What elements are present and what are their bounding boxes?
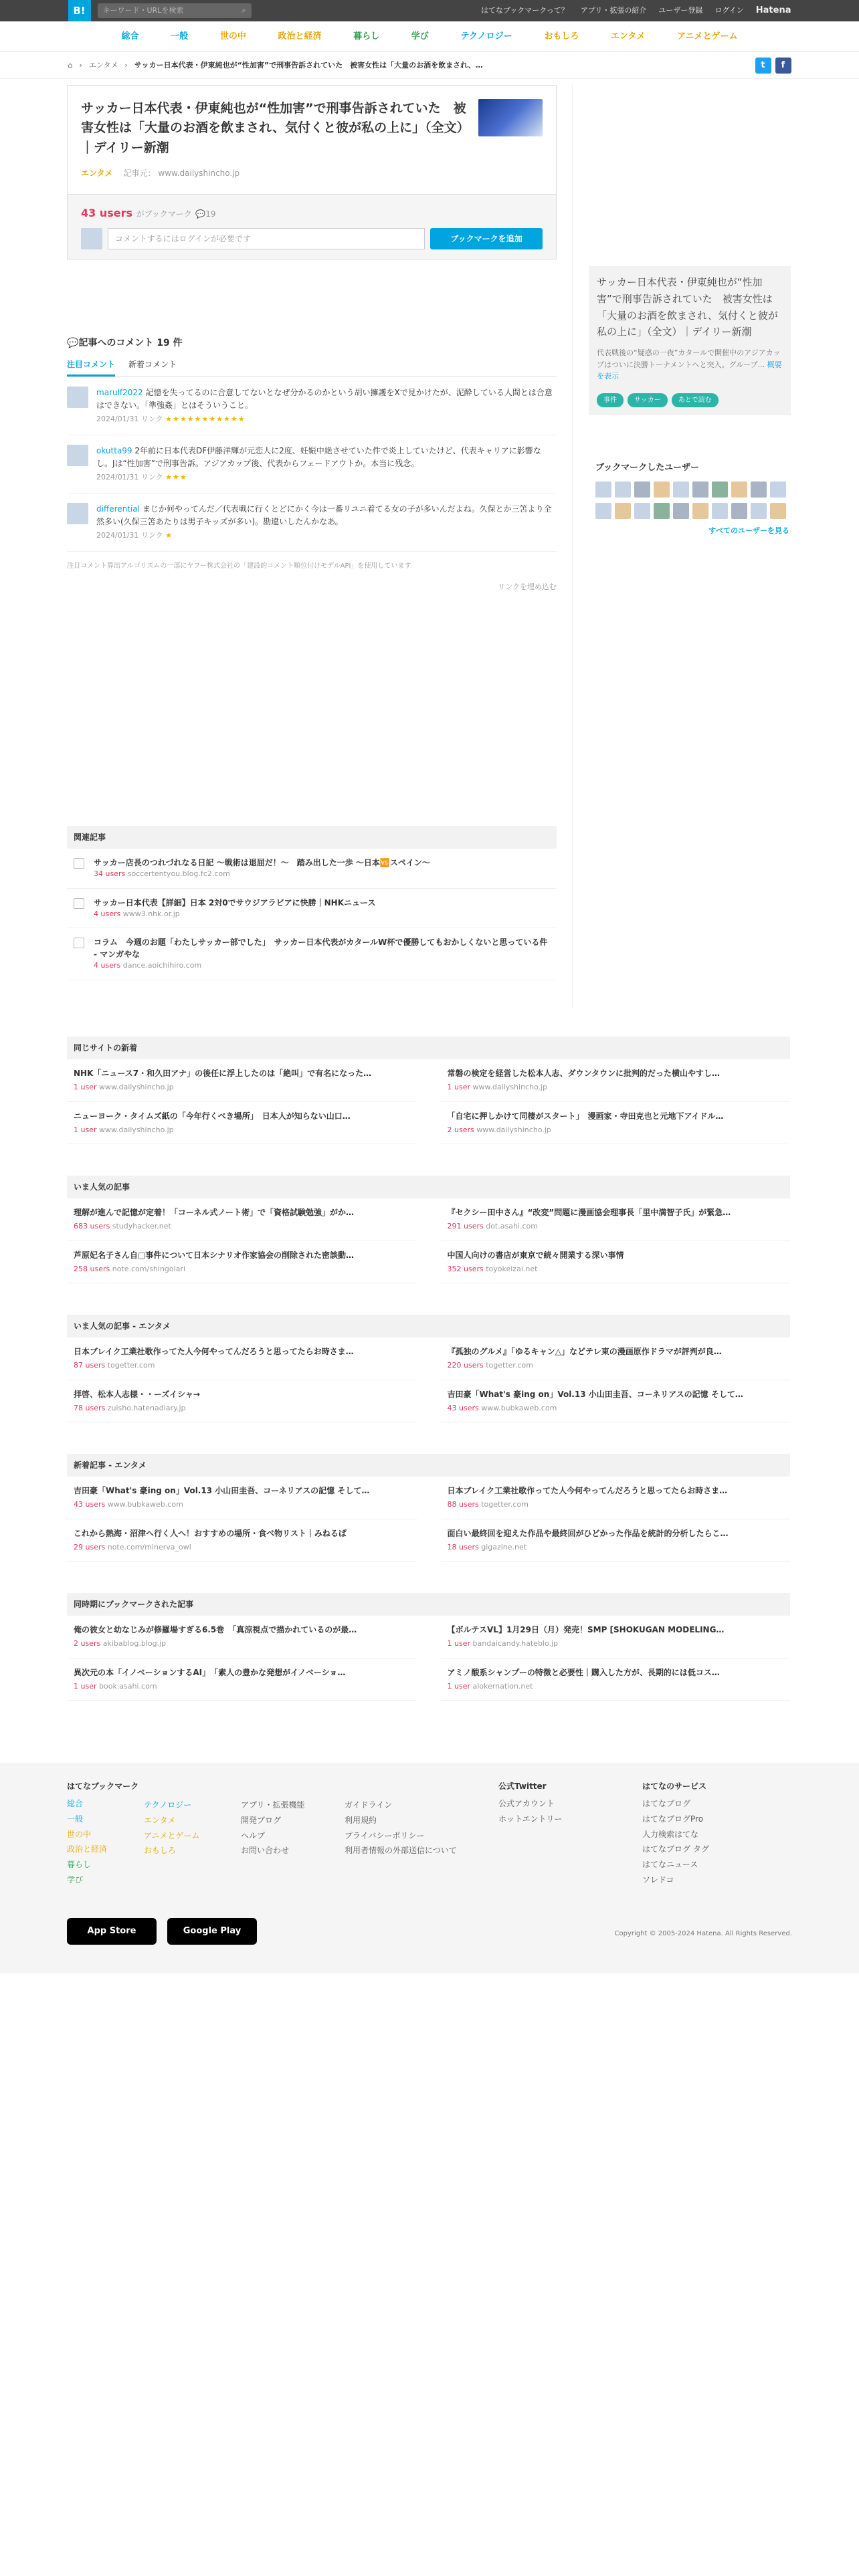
list-item-users[interactable]: 43 users (447, 1403, 479, 1412)
list-item-title[interactable]: 常磐の検定を経営した松本人志、ダウンタウンに批判的だった横山やすし… (447, 1069, 721, 1078)
same-time-section: 同時期にブックマークされた記事 俺の彼女と幼なじみが修羅場すぎる6.5巻 「真涼視点で描かれているのが最… 2 users akibablog.blog.jp 【ボルテスVL】1月29日（月）発売！SMP [SHOKUGAN MODELING… 1 user bandaicandy.hateblo.jp 異次元の本「イノベーションするAI」 「素人の豊かな発想がイノベーショ… 1 user book.asahi.com アミノ酸系シャンプーの特徴と必要性｜購入した方が、長期的には低コス… 1 user alokernation.net (67, 1593, 790, 1701)
favicon-icon (74, 858, 84, 869)
related-users[interactable]: 4 users (94, 961, 121, 970)
comment (67, 435, 557, 494)
list-item-title[interactable]: 日本ブレイク工業社歌作ってた人今何やってんだろうと思ってたらお時さま… (447, 1486, 728, 1495)
list-item[interactable] (441, 1380, 791, 1423)
related-meta (94, 869, 430, 880)
list-item-meta (448, 1125, 784, 1136)
same-site-section: 同じサイトの新着 NHK「ニュース7・和久田アナ」の後任に浮上したのは「絶叫」で有名になった… 1 user www.dailyshincho.jp 常磐の検定を経営した松本人志、ダウンタウンに批判的だった横山やすし… 1 user www.dailyshincho.jp ニューヨーク・タイムズ紙の「今年行くべき場所」 日本人が知らない山口… 1 user www.dailyshincho.jp 「自宅に押しかけて同棲がスタート」 漫画家・寺田克也と元地下アイドル… 2 users www.dailyshincho.jp (67, 1037, 790, 1144)
comment-algorithm-note: 注目コメント算出アルゴリズムの一部にヤフー株式会社の「建設的コメント順位付けモデルAPI」を使用しています (67, 562, 411, 570)
list-item-meta (74, 1403, 410, 1414)
list-item-users[interactable]: 1 user (447, 1083, 470, 1091)
user-avatar[interactable] (692, 503, 708, 519)
tag-chip[interactable]: 事件 (597, 393, 624, 407)
category-link[interactable]: 一般 (171, 31, 189, 42)
star-rating[interactable]: ★★★★★★★★★★★ (165, 415, 246, 424)
user-avatar[interactable] (751, 481, 767, 498)
list-item-title[interactable]: ニューヨーク・タイムズ紙の「今年行くべき場所」 日本人が知らない山口… (74, 1111, 351, 1121)
list-item-users[interactable]: 220 users (447, 1361, 484, 1370)
list-item-title[interactable]: アミノ酸系シャンプーの特徴と必要性｜購入した方が、長期的には低コス… (447, 1667, 720, 1677)
user-avatar[interactable] (595, 481, 611, 498)
show-summary-link[interactable]: 概要を表示 (597, 360, 782, 381)
footer-link[interactable]: 公式アカウント (498, 1799, 555, 1808)
search-icon[interactable]: ⌕ (242, 5, 246, 15)
list-item-domain[interactable]: note.com/shingolari (112, 1264, 186, 1273)
related-title[interactable]: サッカー店長のつれづれなる日記 〜戦術は退屈だ！〜 踏み出した一歩 〜日本🆚スペイン〜 (94, 858, 430, 867)
user-avatar[interactable] (692, 481, 708, 498)
list-item[interactable] (67, 1519, 417, 1562)
list-item-users[interactable]: 291 users (447, 1222, 484, 1230)
list-item-meta (448, 1264, 784, 1275)
user-avatar[interactable] (731, 503, 747, 519)
list-item[interactable] (67, 1102, 417, 1145)
comment-link[interactable]: リンク (140, 415, 163, 424)
category-link[interactable]: アニメとゲーム (677, 31, 738, 42)
user-avatar[interactable] (634, 481, 650, 498)
list-item-title[interactable]: 吉田豪「What's 豪ing on」Vol.13 小山田圭吾、コーネリアスの記憶 そして… (74, 1486, 370, 1495)
commenter-name[interactable]: okutta99 (96, 445, 132, 455)
list-item-title[interactable]: 拝啓、松本人志様・・ーズイシャ→ (74, 1389, 200, 1399)
footer-link[interactable]: ヘルプ (241, 1830, 266, 1840)
user-avatar[interactable] (731, 481, 747, 498)
list-item-title[interactable]: 日本ブレイク工業社歌作ってた人今何やってんだろうと思ってたらお時さま… (74, 1347, 354, 1356)
comment (67, 377, 557, 435)
comment (67, 494, 557, 552)
footer-link[interactable]: はてなブログ (642, 1799, 691, 1808)
footer-link[interactable]: 世の中 (67, 1829, 92, 1839)
embed-link[interactable]: リンクを埋め込む (498, 582, 557, 591)
list-item-domain[interactable]: alokernation.net (472, 1681, 533, 1691)
footer-link[interactable]: アニメとゲーム (144, 1830, 200, 1840)
footer-link[interactable]: 暮らし (67, 1860, 92, 1870)
hatena-logo[interactable]: Hatena (755, 5, 791, 16)
entry-source[interactable]: www.dailyshincho.jp (158, 169, 240, 179)
list-item-meta (448, 1638, 784, 1650)
user-avatar[interactable] (712, 503, 728, 519)
footer-link[interactable]: はてなブログ タグ (642, 1844, 709, 1854)
user-avatar[interactable] (712, 481, 728, 498)
hatena-bookmark-logo[interactable]: B! (68, 0, 91, 21)
comment-meta (96, 471, 557, 484)
category-link[interactable]: 暮らし (353, 31, 380, 42)
new-ent-section: 新着記事 - エンタメ 吉田豪「What's 豪ing on」Vol.13 小山田圭吾、コーネリアスの記憶 そして… 43 users www.bubkaweb.com 日本ブレイク工業社歌作ってた人今何やってんだろうと思ってたらお時さま… 88 users togetter.com これから熱海・沼津へ行く人へ！おすすめの場所・食べ物リスト｜みねるぱ 29 users note.com/minerva_owl 面白い最終回を迎えた作品や最終回がひどかった作品を統計的分析したらこ… 18 users gigazine.net (67, 1454, 790, 1562)
category-link[interactable]: 政治と経済 (278, 31, 322, 42)
footer-link[interactable]: はてなブログPro (642, 1814, 704, 1824)
list-item-domain[interactable]: www.bubkaweb.com (107, 1500, 183, 1509)
list-item-title[interactable]: 【ボルテスVL】1月29日（月）発売！SMP [SHOKUGAN MODELING… (447, 1625, 725, 1634)
breadcrumb: ⌂ › エンタメ › サッカー日本代表・伊東純也が“性加害”で刑事告訴されていた 被害女性は「大量のお酒を飲まされ、… t f (0, 52, 859, 79)
footer-link[interactable]: アプリ・拡張機能 (241, 1800, 305, 1810)
star-rating[interactable]: ★★★ (165, 473, 187, 482)
comment-body (96, 445, 557, 484)
footer-link[interactable]: 総合 (67, 1799, 84, 1808)
list-item[interactable] (67, 1380, 417, 1423)
list-item[interactable] (441, 1477, 791, 1519)
footer-twitter-heading: 公式Twitter (498, 1782, 547, 1791)
comment-input[interactable]: コメントするにはログインが必要です (108, 228, 425, 249)
category-link[interactable]: 学び (411, 31, 429, 42)
commenter-name[interactable]: differential (96, 504, 140, 514)
comment-body (96, 387, 557, 425)
footer-link[interactable]: プライバシーポリシー (345, 1830, 425, 1840)
user-avatar[interactable] (673, 481, 689, 498)
twitter-share-icon[interactable]: t (755, 58, 771, 74)
list-item-users[interactable]: 1 user (74, 1125, 97, 1134)
list-item-domain[interactable]: togetter.com (107, 1361, 155, 1370)
related-users[interactable]: 4 users (94, 909, 121, 918)
related-item[interactable] (67, 889, 557, 929)
users-heading: ブックマークしたユーザー (595, 463, 700, 473)
favicon-icon (74, 938, 84, 948)
login-link[interactable]: ログイン (714, 5, 744, 15)
comment-icon: 💬 (67, 338, 79, 348)
list-item-meta (448, 1403, 784, 1414)
entry-category[interactable]: エンタメ (81, 169, 113, 179)
footer-link[interactable]: 学び (67, 1874, 84, 1885)
list-item-users[interactable]: 87 users (74, 1361, 106, 1370)
footer-link[interactable]: 人力検索はてな (642, 1829, 699, 1839)
list-item-meta (74, 1264, 410, 1275)
top-bar (0, 0, 859, 21)
category-link[interactable]: エンタメ (610, 31, 646, 42)
footer-link[interactable]: 利用規約 (345, 1815, 377, 1825)
user-avatar[interactable] (770, 503, 786, 519)
list-item[interactable] (441, 1616, 791, 1658)
list-item-domain[interactable]: book.asahi.com (99, 1681, 157, 1691)
category-link[interactable]: テクノロジー (460, 31, 512, 42)
list-item-users[interactable]: 2 users (447, 1125, 474, 1134)
list-item-domain[interactable]: note.com/minerva_owl (107, 1542, 191, 1551)
list-item-meta (448, 1681, 784, 1693)
list-item-users[interactable]: 2 users (74, 1639, 101, 1648)
home-icon[interactable]: ⌂ (68, 60, 73, 70)
comment-link[interactable]: リンク (140, 473, 163, 482)
list-item-meta (74, 1125, 410, 1136)
list-item-users[interactable]: 352 users (447, 1264, 484, 1273)
breadcrumb-section[interactable]: エンタメ (88, 60, 118, 70)
list-item-domain[interactable]: dot.asahi.com (486, 1222, 538, 1230)
commenter-name[interactable]: marulf2022 (96, 388, 143, 397)
comments-heading: 記事へのコメント (78, 338, 154, 348)
comment-count-icon: 💬 (195, 209, 206, 219)
list-item-domain[interactable]: www.dailyshincho.jp (99, 1125, 174, 1134)
list-item-domain[interactable]: zuisho.hatenadiary.jp (107, 1403, 186, 1412)
related-domain[interactable]: www3.nhk.or.jp (122, 909, 180, 918)
footer-link[interactable]: エンタメ (144, 1815, 176, 1825)
favicon-icon (74, 898, 84, 909)
comment-meta (96, 530, 557, 542)
see-all-users-link[interactable]: すべてのユーザーを見る (708, 526, 789, 535)
list-item-title[interactable]: 中国人向けの書店が東京で続々開業する深い事情 (447, 1250, 624, 1260)
list-item-domain[interactable]: studyhacker.net (112, 1222, 171, 1230)
tab-popular-comments[interactable]: 注目コメント (67, 358, 115, 377)
category-nav (0, 21, 859, 52)
popular-ent-section: いま人気の記事 - エンタメ 日本ブレイク工業社歌作ってた人今何やってんだろうと思ってたらお時さま… 87 users togetter.com 『孤独のグルメ』「ゆるキャン△」などテレ東の漫画原作ドラマが評判が良… 220 users togetter.com 拝啓、松本人志様・・ーズイシャ→ 78 users zuisho.hatenadiary.jp 吉田豪「What's 豪ing on」Vol.13 小山田圭吾、コーネリアスの記憶 そして… 43 users www.bubkaweb.com (67, 1315, 790, 1422)
avatar (81, 228, 102, 249)
list-item-users[interactable]: 88 users (447, 1500, 479, 1509)
comment-date[interactable]: 2024/01/31 (96, 473, 139, 482)
google-play-button[interactable]: Google Play (167, 1918, 257, 1945)
bookmark-count[interactable]: 43 users (81, 207, 133, 220)
comment-text: 記憶を失ってるのに合意してないとなぜ分かるのかという胡い擁護をXで見かけたが、泥酔している人間とは合意はできない。「準強姦」とはそういうこと。 (96, 388, 553, 411)
footer-link[interactable]: ソレドコ (642, 1874, 674, 1885)
summary-title: サッカー日本代表・伊東純也が“性加害”で刑事告訴されていた 被害女性は「大量のお酒を飲まされ、気付くと彼が私の上に」（全文）｜デイリー新潮 (597, 276, 778, 338)
related-item[interactable] (67, 928, 557, 980)
commenter-avatar[interactable] (67, 387, 88, 408)
user-avatar[interactable] (615, 481, 631, 498)
related-users[interactable]: 34 users (94, 869, 126, 878)
list-item-meta (448, 1082, 784, 1093)
list-item-domain[interactable]: akibablog.blog.jp (102, 1639, 167, 1648)
comment-count: 19 (205, 209, 216, 219)
apps-link[interactable]: アプリ・拡張の紹介 (580, 5, 647, 15)
list-item-title[interactable]: 異次元の本「イノベーションするAI」 「素人の豊かな発想がイノベーショ… (74, 1667, 346, 1677)
user-avatar[interactable] (751, 503, 767, 519)
footer-services-heading: はてなのサービス (642, 1782, 707, 1791)
list-item-meta (448, 1499, 784, 1511)
list-item-title[interactable]: 理解が進んで記憶が定着！「コーネル式ノート術」で「資格試験勉強」がか… (74, 1208, 355, 1217)
footer-link[interactable]: 一般 (67, 1814, 84, 1824)
entry-title[interactable]: サッカー日本代表・伊東純也が“性加害”で刑事告訴されていた 被害女性は「大量のお酒を飲まされ、気付くと彼が私の上に」（全文）｜デイリー新潮 (81, 101, 466, 155)
list-item-domain[interactable]: bandaicandy.hateblo.jp (472, 1639, 559, 1648)
comments-count: 19 件 (157, 338, 183, 348)
footer-link[interactable]: おもしろ (144, 1846, 177, 1856)
list-item[interactable] (67, 1477, 417, 1519)
list-item-users[interactable]: 683 users (74, 1222, 110, 1230)
related-articles (67, 826, 557, 980)
list-item-meta (74, 1681, 410, 1693)
list-item-users[interactable]: 1 user (447, 1681, 470, 1691)
commenter-avatar[interactable] (67, 445, 88, 466)
star-rating[interactable]: ★ (165, 531, 173, 540)
search-input[interactable]: キーワード・URLを検索 ⌕ (98, 3, 252, 18)
comments-section (67, 336, 557, 593)
list-item-domain[interactable]: gigazine.net (481, 1542, 527, 1551)
category-link[interactable]: 総合 (121, 31, 139, 42)
list-item-title[interactable]: 俺の彼女と幼なじみが修羅場すぎる6.5巻 「真涼視点で描かれているのが最… (74, 1625, 357, 1634)
list-item-meta (74, 1360, 410, 1372)
list-item[interactable] (441, 1658, 791, 1701)
breadcrumb-title: サッカー日本代表・伊東純也が“性加害”で刑事告訴されていた 被害女性は「大量のお酒を飲まされ、… (134, 60, 483, 70)
footer-link[interactable]: 開発ブログ (241, 1815, 282, 1825)
related-item[interactable] (67, 849, 557, 889)
popular-section: いま人気の記事 理解が進んで記憶が定着！「コーネル式ノート術」で「資格試験勉強」がか… 683 users studyhacker.net 『セクシー田中さん』“改変”問題に漫画協会理事長「里中満智子氏」が緊急… 291 users dot.asahi.com 芦原妃名子さん自□事件について日本シナリオ作家協会の削除された密談動… 258 users note.com/shingolari 中国人向けの書店が東京で続々開業する深い事情 352 users toyokeizai.net (67, 1176, 790, 1283)
footer-link[interactable]: 政治と経済 (67, 1844, 108, 1854)
add-bookmark-button[interactable]: ブックマークを追加 (430, 228, 543, 249)
list-item[interactable] (441, 1059, 791, 1102)
list-item[interactable] (441, 1519, 791, 1562)
list-item-title[interactable]: これから熱海・沼津へ行く人へ！おすすめの場所・食べ物リスト｜みねるぱ (74, 1528, 347, 1538)
list-item[interactable] (67, 1658, 417, 1701)
list-item-meta (74, 1082, 410, 1093)
bookmark-users (595, 461, 789, 536)
related-meta (94, 960, 550, 972)
register-link[interactable]: ユーザー登録 (658, 5, 703, 15)
user-avatar[interactable] (615, 503, 631, 519)
list-item-domain[interactable]: toyokeizai.net (486, 1264, 538, 1273)
related-title[interactable]: コラム 今週のお題「わたしサッカー部でした」 サッカー日本代表がカタールW杯で優勝してもおかしくないと思っている件 - マンガやな (94, 938, 548, 959)
footer-bm-heading: はてなブックマーク (67, 1782, 139, 1791)
user-avatar[interactable] (634, 503, 650, 519)
footer-link[interactable]: お問い合わせ (241, 1846, 290, 1856)
list-item-meta (448, 1542, 784, 1553)
comment-body (96, 503, 557, 542)
comment-text: まじか何やってんだ／代表戦に行くとどにかく今は一番リユニ着てる女の子が多いんだよね。久保とか三笘より全然多い(久保三笘あたりは男子キッズが多い)。勘違いしたんかなあ。 (96, 504, 552, 527)
entry-box: サッカー日本代表・伊東純也が“性加害”で刑事告訴されていた 被害女性は「大量のお酒を飲まされ、気付くと彼が私の上に」（全文）｜デイリー新潮 エンタメ 記事元： www.dailyshincho.jp 43 users がブックマーク 💬19 コメントするにはログインが必要です ブックマークを追加 (67, 85, 557, 259)
facebook-share-icon[interactable]: f (775, 58, 791, 74)
list-item-users[interactable]: 18 users (447, 1542, 479, 1551)
list-item[interactable] (441, 1337, 791, 1380)
list-item[interactable] (441, 1241, 791, 1284)
list-item-users[interactable]: 1 user (447, 1639, 470, 1648)
entry-thumbnail[interactable] (478, 99, 543, 136)
list-item-meta (448, 1221, 784, 1232)
list-item-meta (448, 1360, 784, 1372)
category-link[interactable]: おもしろ (544, 31, 579, 42)
summary-desc: 代表戦後の“疑惑の一夜”カタールで開催中のアジアカップはついに決勝トーナメントへと突入。グループ... (597, 348, 781, 369)
list-item-title[interactable]: 『セクシー田中さん』“改変”問題に漫画協会理事長「里中満智子氏」が緊急… (447, 1208, 731, 1217)
list-item-domain[interactable]: www.dailyshincho.jp (472, 1083, 548, 1091)
user-avatar[interactable] (595, 503, 611, 519)
comment-text: 2年前に日本代表DF伊藤洋輝が元恋人に2度、妊娠中絶させていた件で炎上していたけど、代表キャリアに影響なし。Jは“性加害”で刑事告訴。アジアカップ後、代表からフェードアウトか。本当に残念。 (96, 445, 541, 469)
list-item-domain[interactable]: togetter.com (481, 1500, 529, 1509)
list-item-meta (74, 1221, 410, 1232)
list-item-title[interactable]: 芦原妃名子さん自□事件について日本シナリオ作家協会の削除された密談動… (74, 1250, 354, 1260)
tag-chip[interactable]: あとで読む (672, 393, 719, 407)
list-item-users[interactable]: 1 user (74, 1083, 97, 1091)
list-item[interactable] (441, 1102, 791, 1145)
footer-link[interactable]: ガイドライン (345, 1800, 393, 1810)
list-item-meta (74, 1499, 410, 1511)
list-item[interactable] (67, 1059, 417, 1102)
user-avatar[interactable] (654, 481, 670, 498)
user-avatar[interactable] (770, 481, 786, 498)
user-avatar[interactable] (654, 503, 670, 519)
footer-link[interactable]: テクノロジー (144, 1800, 192, 1810)
related-meta (94, 909, 375, 920)
entry-summary (589, 266, 791, 415)
list-item-users[interactable]: 29 users (74, 1542, 106, 1551)
app-store-button[interactable]: App Store (67, 1918, 157, 1945)
list-item-users[interactable]: 258 users (74, 1264, 110, 1273)
comment-date[interactable]: 2024/01/31 (96, 531, 139, 540)
list-item[interactable] (67, 1337, 417, 1380)
list-item-title[interactable]: 『孤独のグルメ』「ゆるキャン△」などテレ東の漫画原作ドラマが評判が良… (447, 1347, 722, 1356)
list-item[interactable] (67, 1241, 417, 1284)
list-item-title[interactable]: 吉田豪「What's 豪ing on」Vol.13 小山田圭吾、コーネリアスの記憶 そして… (447, 1389, 743, 1399)
list-item-users[interactable]: 43 users (74, 1500, 106, 1509)
comment-date[interactable]: 2024/01/31 (96, 415, 139, 424)
list-item-domain[interactable]: togetter.com (486, 1361, 533, 1370)
list-item-domain[interactable]: www.dailyshincho.jp (99, 1083, 174, 1091)
list-item-domain[interactable]: www.dailyshincho.jp (476, 1125, 551, 1134)
list-item-users[interactable]: 78 users (74, 1403, 106, 1412)
list-item[interactable] (67, 1198, 417, 1241)
comment-link[interactable]: リンク (140, 531, 163, 540)
footer (0, 1763, 859, 1973)
list-item-meta (74, 1638, 410, 1650)
tab-new-comments[interactable]: 新着コメント (128, 360, 177, 369)
list-item-title[interactable]: 「自宅に押しかけて同棲がスタート」 漫画家・寺田克也と元地下アイドル… (447, 1111, 724, 1121)
related-title[interactable]: サッカー日本代表【詳細】日本 2対0でサウジアラビアに快勝｜NHKニュース (94, 897, 376, 907)
footer-link[interactable]: ホットエントリー (498, 1814, 563, 1824)
list-item-users[interactable]: 1 user (74, 1681, 97, 1691)
list-item[interactable] (441, 1198, 791, 1241)
user-avatar[interactable] (673, 503, 689, 519)
list-item-meta (74, 1542, 410, 1553)
commenter-avatar[interactable] (67, 503, 88, 524)
related-domain[interactable]: dance.aoichihiro.com (122, 961, 202, 970)
list-item-title[interactable]: 面白い最終回を迎えた作品や最終回がひどかった作品を統計的分析したらこ… (447, 1528, 729, 1538)
list-item-domain[interactable]: www.bubkaweb.com (481, 1403, 557, 1412)
comment-meta (96, 413, 557, 425)
list-item-title[interactable]: NHK「ニュース7・和久田アナ」の後任に浮上したのは「絶叫」で有名になった… (74, 1069, 372, 1078)
list-item[interactable] (67, 1616, 417, 1658)
copyright: Copyright © 2005-2024 Hatena. All Rights Reserved. (614, 1930, 792, 1937)
related-heading: 関連記事 (67, 826, 557, 849)
footer-link[interactable]: はてなニュース (642, 1860, 698, 1870)
about-link[interactable]: はてなブックマークって？ (480, 5, 569, 15)
footer-link[interactable]: 利用者情報の外部送信について (345, 1846, 457, 1856)
related-domain[interactable]: soccertentyou.blog.fc2.com (127, 869, 230, 878)
category-link[interactable]: 世の中 (219, 31, 246, 42)
tag-chip[interactable]: サッカー (628, 393, 668, 407)
